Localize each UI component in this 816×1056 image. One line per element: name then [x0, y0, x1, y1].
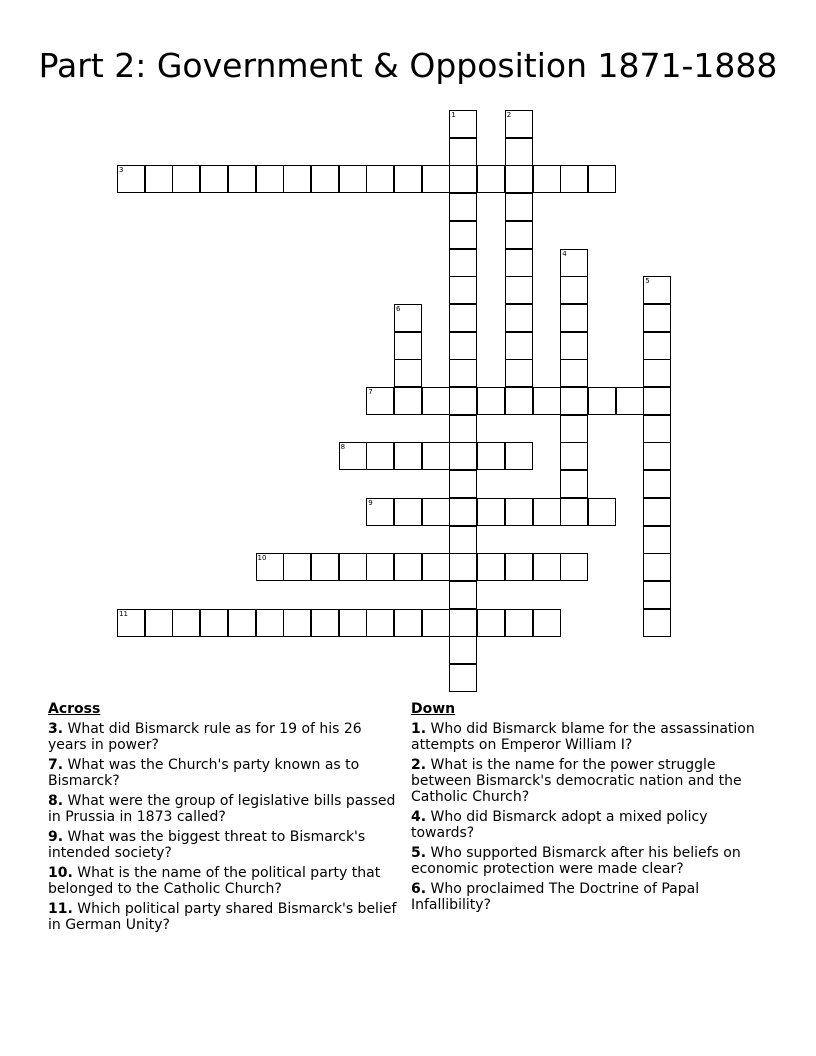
grid-cell[interactable] — [449, 636, 477, 664]
grid-cell[interactable] — [449, 415, 477, 443]
down-heading: Down — [411, 701, 456, 717]
grid-cell[interactable] — [449, 609, 477, 637]
clue-number: 4. — [411, 809, 427, 825]
clue-number: 9. — [48, 829, 64, 845]
grid-cell[interactable] — [311, 165, 339, 193]
grid-cell[interactable] — [505, 249, 533, 277]
grid-cell[interactable] — [200, 609, 228, 637]
clue-text: Which political party shared Bismarck's belief in German Unity? — [48, 901, 397, 933]
grid-cell[interactable] — [449, 581, 477, 609]
grid-cell[interactable] — [366, 553, 394, 581]
grid-cell[interactable] — [228, 165, 256, 193]
grid-cell[interactable] — [449, 332, 477, 360]
clue-across-9 — [48, 829, 398, 861]
clue-number: 8. — [48, 793, 64, 809]
grid-cell[interactable] — [366, 609, 394, 637]
grid-cell[interactable] — [449, 664, 477, 692]
grid-cell[interactable] — [449, 304, 477, 332]
cell-number: 9 — [368, 498, 373, 507]
grid-cell[interactable] — [560, 553, 588, 581]
grid-cell[interactable] — [394, 498, 422, 526]
grid-cell[interactable] — [422, 553, 450, 581]
grid-cell[interactable] — [505, 498, 533, 526]
clue-down-2 — [411, 757, 771, 805]
grid-cell[interactable] — [256, 609, 284, 637]
grid-cell[interactable] — [256, 553, 284, 581]
grid-cell[interactable] — [533, 498, 561, 526]
grid-cell[interactable] — [477, 553, 505, 581]
grid-cell[interactable] — [145, 165, 173, 193]
grid-cell[interactable] — [339, 165, 367, 193]
grid-cell[interactable] — [505, 221, 533, 249]
grid-cell[interactable] — [449, 249, 477, 277]
grid-cell[interactable] — [643, 470, 671, 498]
clue-number: 1. — [411, 721, 427, 737]
grid-cell[interactable] — [505, 553, 533, 581]
clue-across-3 — [48, 721, 398, 753]
grid-cell[interactable] — [643, 415, 671, 443]
cell-number: 6 — [396, 304, 401, 313]
cell-number: 2 — [506, 111, 512, 119]
clue-text: What were the group of legislative bills passed in Prussia in 1873 called? — [48, 793, 396, 825]
grid-cell[interactable] — [505, 165, 533, 193]
grid-cell[interactable] — [505, 138, 533, 166]
grid-cell[interactable] — [643, 332, 671, 360]
grid-cell[interactable] — [394, 332, 422, 360]
grid-cell[interactable] — [394, 165, 422, 193]
grid-cell[interactable] — [117, 609, 145, 637]
grid-cell[interactable] — [117, 165, 145, 193]
grid-cell[interactable] — [394, 609, 422, 637]
grid-cell[interactable] — [422, 609, 450, 637]
clue-across-7 — [48, 757, 398, 789]
grid-cell[interactable] — [643, 442, 671, 470]
grid-cell[interactable] — [588, 387, 616, 415]
cell-number: 1 — [451, 111, 456, 119]
grid-cell[interactable] — [422, 498, 450, 526]
grid-cell[interactable] — [560, 276, 588, 304]
cell-number: 4 — [562, 249, 567, 258]
cell-number: 11 — [119, 609, 128, 618]
grid-cell[interactable] — [449, 387, 477, 415]
across-heading: Across — [48, 701, 101, 717]
grid-cell[interactable] — [477, 609, 505, 637]
grid-cell[interactable] — [643, 553, 671, 581]
clue-down-5 — [411, 845, 771, 877]
grid-cell[interactable] — [643, 581, 671, 609]
grid-cell[interactable] — [505, 609, 533, 637]
grid-cell[interactable] — [311, 553, 339, 581]
grid-cell[interactable] — [449, 138, 477, 166]
grid-cell[interactable] — [339, 553, 367, 581]
down-clues — [411, 701, 771, 917]
clue-text: What is the name of the political party that belonged to the Catholic Church? — [48, 865, 381, 897]
grid-cell[interactable] — [422, 165, 450, 193]
clue-text: What was the biggest threat to Bismarck's intended society? — [48, 829, 366, 861]
clue-down-6 — [411, 881, 771, 913]
grid-cell[interactable] — [477, 387, 505, 415]
grid-cell[interactable] — [505, 359, 533, 387]
grid-cell[interactable] — [366, 165, 394, 193]
grid-cell[interactable] — [643, 609, 671, 637]
grid-cell[interactable] — [200, 165, 228, 193]
grid-cell[interactable] — [145, 609, 173, 637]
grid-cell[interactable] — [560, 498, 588, 526]
cell-number: 10 — [257, 554, 267, 563]
grid-cell[interactable] — [533, 165, 561, 193]
grid-cell[interactable] — [449, 553, 477, 581]
grid-cell[interactable] — [449, 276, 477, 304]
grid-cell[interactable] — [477, 442, 505, 470]
grid-cell[interactable] — [422, 442, 450, 470]
clue-text: Who did Bismarck blame for the assassination attempts on Emperor William I? — [411, 721, 755, 753]
grid-cell[interactable] — [588, 498, 616, 526]
clue-number: 3. — [48, 721, 64, 737]
grid-cell[interactable] — [505, 332, 533, 360]
grid-cell[interactable] — [339, 609, 367, 637]
clue-number: 6. — [411, 881, 427, 897]
grid-cell[interactable] — [283, 609, 311, 637]
grid-cell[interactable] — [366, 387, 394, 415]
grid-cell[interactable] — [394, 304, 422, 332]
grid-cell[interactable] — [643, 304, 671, 332]
clue-text: What did Bismarck rule as for 19 of his 26 years in power? — [48, 721, 362, 753]
grid-cell[interactable] — [394, 387, 422, 415]
grid-cell[interactable] — [533, 609, 561, 637]
clue-number: 10. — [48, 865, 73, 881]
clue-text: Who supported Bismarck after his beliefs on economic protection were made clear? — [411, 845, 741, 877]
grid-cell[interactable] — [283, 553, 311, 581]
grid-cell[interactable] — [643, 498, 671, 526]
clue-down-1 — [411, 721, 771, 753]
grid-cell[interactable] — [394, 442, 422, 470]
grid-cell[interactable] — [505, 304, 533, 332]
grid-cell[interactable] — [616, 387, 644, 415]
grid-cell[interactable] — [477, 498, 505, 526]
grid-cell[interactable] — [533, 387, 561, 415]
grid-cell[interactable] — [588, 165, 616, 193]
grid-cell[interactable] — [283, 165, 311, 193]
clue-number: 2. — [411, 757, 427, 773]
grid-cell[interactable] — [172, 609, 200, 637]
grid-cell[interactable] — [477, 165, 505, 193]
grid-cell[interactable] — [366, 498, 394, 526]
grid-cell[interactable] — [449, 165, 477, 193]
grid-cell[interactable] — [560, 387, 588, 415]
grid-cell[interactable] — [643, 387, 671, 415]
grid-cell[interactable] — [394, 359, 422, 387]
clue-text: What is the name for the power struggle between Bismarck's democratic nation and the Catholic Church? — [411, 757, 742, 805]
grid-cell[interactable] — [449, 526, 477, 554]
grid-cell[interactable] — [560, 165, 588, 193]
grid-cell[interactable] — [505, 110, 533, 138]
clue-across-11 — [48, 901, 398, 933]
grid-cell[interactable] — [643, 276, 671, 304]
grid-cell[interactable] — [449, 470, 477, 498]
clue-text: Who proclaimed The Doctrine of Papal Infallibility? — [411, 881, 700, 913]
grid-cell[interactable] — [505, 442, 533, 470]
grid-cell[interactable] — [311, 609, 339, 637]
clue-number: 5. — [411, 845, 427, 861]
grid-cell[interactable] — [449, 221, 477, 249]
grid-cell[interactable] — [560, 304, 588, 332]
grid-cell[interactable] — [366, 442, 394, 470]
grid-cell[interactable] — [505, 193, 533, 221]
clue-across-10 — [48, 865, 398, 897]
cell-number: 5 — [645, 277, 650, 286]
clue-text: What was the Church's party known as to Bismarck? — [48, 757, 360, 789]
grid-cell[interactable] — [560, 470, 588, 498]
grid-cell[interactable] — [339, 442, 367, 470]
clue-number: 7. — [48, 757, 64, 773]
grid-cell[interactable] — [256, 165, 284, 193]
grid-cell[interactable] — [560, 249, 588, 277]
cell-number: 7 — [368, 388, 373, 396]
grid-cell[interactable] — [422, 387, 450, 415]
grid-cell[interactable] — [449, 193, 477, 221]
clue-number: 11. — [48, 901, 73, 917]
grid-cell[interactable] — [505, 387, 533, 415]
clue-text: Who did Bismarck adopt a mixed policy towards? — [411, 809, 708, 841]
clue-down-4 — [411, 809, 771, 841]
grid-cell[interactable] — [228, 609, 256, 637]
grid-cell[interactable] — [643, 526, 671, 554]
grid-cell[interactable] — [560, 415, 588, 443]
page-title: Part 2: Government & Opposition 1871-1888 — [38, 46, 778, 85]
grid-cell[interactable] — [560, 359, 588, 387]
grid-cell[interactable] — [449, 110, 477, 138]
grid-cell[interactable] — [560, 442, 588, 470]
grid-cell[interactable] — [449, 442, 477, 470]
clue-across-8 — [48, 793, 398, 825]
cell-number: 8 — [340, 443, 346, 452]
grid-cell[interactable] — [172, 165, 200, 193]
grid-cell[interactable] — [505, 276, 533, 304]
grid-cell[interactable] — [533, 553, 561, 581]
grid-cell[interactable] — [643, 359, 671, 387]
grid-cell[interactable] — [449, 498, 477, 526]
across-clues — [48, 701, 398, 937]
cell-number: 3 — [119, 166, 124, 175]
grid-cell[interactable] — [449, 359, 477, 387]
grid-cell[interactable] — [560, 332, 588, 360]
grid-cell[interactable] — [394, 553, 422, 581]
